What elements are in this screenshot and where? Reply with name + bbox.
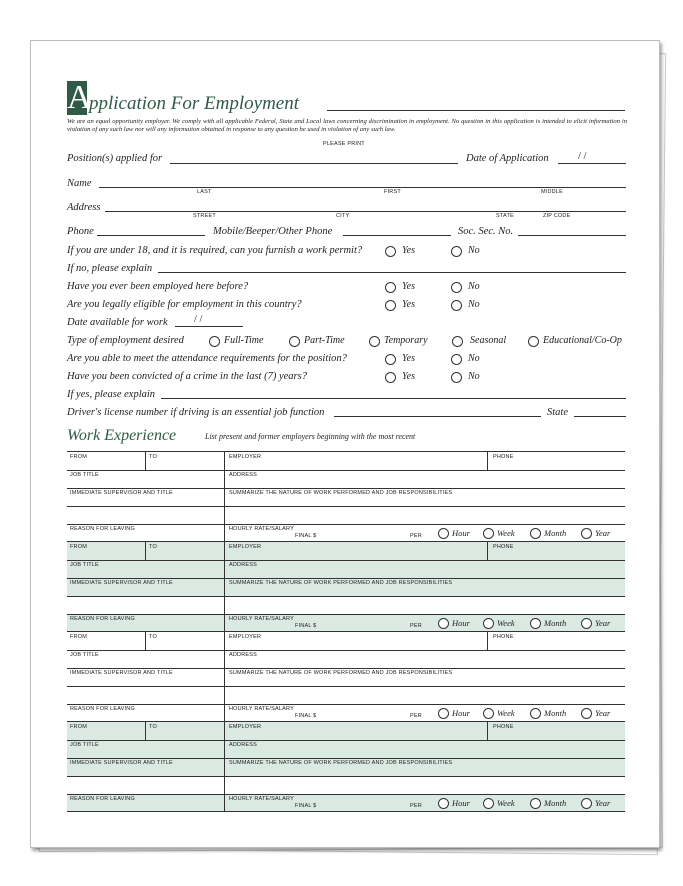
date-of-application-input[interactable]	[558, 163, 626, 164]
per-hour-label: Hour	[452, 528, 470, 538]
phone-label: Phone	[67, 226, 94, 237]
per-month-radio[interactable]	[530, 798, 541, 809]
per-month-radio[interactable]	[530, 708, 541, 719]
attendance-question: Are you able to meet the attendance requirements for the position?	[67, 353, 347, 364]
to-label: TO	[149, 634, 157, 640]
reason-leaving-label: REASON FOR LEAVING	[70, 616, 135, 622]
hourly-rate-label: HOURLY RATE/SALARY	[229, 706, 294, 712]
per-week-label: Week	[497, 528, 515, 538]
convicted-yes-label: Yes	[402, 371, 415, 382]
employed-before-no-label: No	[468, 281, 480, 292]
employed-before-yes-label: Yes	[402, 281, 415, 292]
per-month-label: Month	[544, 528, 567, 538]
col-rule	[487, 452, 488, 470]
shaded-band	[67, 794, 625, 812]
address-state-caption: STATE	[496, 213, 514, 219]
attendance-yes-radio[interactable]	[385, 354, 396, 365]
per-hour-label: Hour	[452, 798, 470, 808]
per-hour-radio[interactable]	[438, 798, 449, 809]
per-label: PER	[410, 803, 422, 809]
employer-address-label: ADDRESS	[229, 472, 257, 478]
col-rule	[487, 542, 488, 560]
row-rule	[67, 758, 625, 759]
supervisor-label: IMMEDIATE SUPERVISOR AND TITLE	[70, 670, 173, 676]
per-month-radio[interactable]	[530, 618, 541, 629]
job-title-label: JOB TITLE	[70, 742, 99, 748]
attendance-no-label: No	[468, 353, 480, 364]
col-rule	[224, 722, 225, 812]
row-rule	[67, 506, 625, 507]
mobile-input[interactable]	[343, 235, 451, 236]
to-label: TO	[149, 544, 157, 550]
employer-label: EMPLOYER	[229, 724, 262, 730]
ssn-label: Soc. Sec. No.	[458, 226, 514, 237]
per-week-radio[interactable]	[483, 528, 494, 539]
employer-block	[67, 721, 625, 812]
date-available-slashes: / /	[194, 314, 203, 325]
row-rule	[67, 776, 625, 777]
per-label: PER	[410, 533, 422, 539]
please-print-label: PLEASE PRINT	[323, 141, 365, 147]
part-time-label: Part-Time	[304, 335, 345, 346]
employer-phone-label: PHONE	[493, 454, 514, 460]
name-first-caption: FIRST	[384, 189, 401, 195]
title-initial: A	[67, 79, 92, 116]
date-available-input[interactable]	[175, 326, 243, 327]
reason-leaving-label: REASON FOR LEAVING	[70, 526, 135, 532]
eligible-no-radio[interactable]	[451, 300, 462, 311]
per-hour-label: Hour	[452, 618, 470, 628]
name-input[interactable]	[99, 187, 626, 188]
summarize-label: SUMMARIZE THE NATURE OF WORK PERFORMED AND JOB RESPONSIBILITIES	[229, 670, 453, 676]
employer-address-label: ADDRESS	[229, 742, 257, 748]
if-yes-input[interactable]	[161, 398, 626, 399]
work-experience-subtitle: List present and former employers beginning with the most recent	[205, 432, 416, 441]
job-title-label: JOB TITLE	[70, 652, 99, 658]
employer-address-label: ADDRESS	[229, 562, 257, 568]
educational-label: Educational/Co-Op	[543, 335, 622, 346]
per-hour-label: Hour	[452, 708, 470, 718]
if-yes-label: If yes, please explain	[67, 389, 156, 400]
summarize-label: SUMMARIZE THE NATURE OF WORK PERFORMED AND JOB RESPONSIBILITIES	[229, 490, 453, 496]
row-rule	[67, 614, 625, 615]
part-time-radio[interactable]	[289, 336, 300, 347]
summarize-label: SUMMARIZE THE NATURE OF WORK PERFORMED AND JOB RESPONSIBILITIES	[229, 760, 453, 766]
shaded-band	[67, 614, 625, 632]
row-rule	[67, 596, 625, 597]
from-label: FROM	[70, 544, 87, 550]
name-middle-caption: MIDDLE	[541, 189, 563, 195]
per-hour-radio[interactable]	[438, 528, 449, 539]
address-city-caption: CITY	[336, 213, 350, 219]
row-rule	[67, 578, 625, 579]
per-week-radio[interactable]	[483, 618, 494, 629]
row-rule	[67, 740, 625, 741]
per-year-label: Year	[595, 708, 611, 718]
summarize-label: SUMMARIZE THE NATURE OF WORK PERFORMED AND JOB RESPONSIBILITIES	[229, 580, 453, 586]
state-label: State	[547, 407, 568, 418]
attendance-yes-label: Yes	[402, 353, 415, 364]
under18-question: If you are under 18, and it is required, can you furnish a work permit?	[67, 245, 363, 256]
drivers-license-input[interactable]	[334, 416, 541, 417]
reason-leaving-label: REASON FOR LEAVING	[70, 706, 135, 712]
per-label: PER	[410, 623, 422, 629]
hourly-rate-label: HOURLY RATE/SALARY	[229, 616, 294, 622]
address-input[interactable]	[105, 211, 626, 212]
educational-radio[interactable]	[528, 336, 539, 347]
row-rule	[67, 704, 625, 705]
to-label: TO	[149, 724, 157, 730]
reason-leaving-label: REASON FOR LEAVING	[70, 796, 135, 802]
phone-input[interactable]	[97, 235, 205, 236]
eligible-yes-radio[interactable]	[385, 300, 396, 311]
if-no-label: If no, please explain	[67, 263, 153, 274]
per-year-radio[interactable]	[581, 798, 592, 809]
final-pay-label: FINAL $	[295, 533, 317, 539]
per-month-label: Month	[544, 798, 567, 808]
temporary-radio[interactable]	[369, 336, 380, 347]
row-rule	[67, 488, 625, 489]
eeo-statement: We are an equal opportunity employer. We comply with all applicable Federal, State and Local laws concerning discrimination in employment. No question in this application is intended to elicit information in violation of any such law nor will any information obtained in response to any question be used in violation of any such law.	[67, 118, 627, 133]
employer-label: EMPLOYER	[229, 634, 262, 640]
if-no-input[interactable]	[158, 272, 626, 273]
per-week-label: Week	[497, 708, 515, 718]
per-year-label: Year	[595, 528, 611, 538]
per-year-label: Year	[595, 798, 611, 808]
per-year-label: Year	[595, 618, 611, 628]
employer-label: EMPLOYER	[229, 454, 262, 460]
eligible-yes-label: Yes	[402, 299, 415, 310]
address-label: Address	[67, 202, 101, 213]
per-month-label: Month	[544, 618, 567, 628]
per-week-label: Week	[497, 618, 515, 628]
employer-phone-label: PHONE	[493, 544, 514, 550]
title-rule	[327, 110, 625, 111]
per-month-label: Month	[544, 708, 567, 718]
hourly-rate-label: HOURLY RATE/SALARY	[229, 526, 294, 532]
employer-block	[67, 631, 625, 722]
under18-yes-label: Yes	[402, 245, 415, 256]
under18-yes-radio[interactable]	[385, 246, 396, 257]
name-label: Name	[67, 178, 92, 189]
job-title-label: JOB TITLE	[70, 472, 99, 478]
date-available-label: Date available for work	[67, 317, 168, 328]
row-rule	[67, 524, 625, 525]
row-rule	[67, 794, 625, 795]
supervisor-label: IMMEDIATE SUPERVISOR AND TITLE	[70, 580, 173, 586]
final-pay-label: FINAL $	[295, 713, 317, 719]
temporary-label: Temporary	[384, 335, 428, 346]
eligible-no-label: No	[468, 299, 480, 310]
employer-address-label: ADDRESS	[229, 652, 257, 658]
supervisor-label: IMMEDIATE SUPERVISOR AND TITLE	[70, 760, 173, 766]
date-of-application-label: Date of Application	[466, 153, 549, 164]
ssn-input[interactable]	[518, 235, 626, 236]
drivers-license-label: Driver's license number if driving is an essential job function	[67, 407, 325, 418]
per-hour-radio[interactable]	[438, 618, 449, 629]
per-week-label: Week	[497, 798, 515, 808]
name-last-caption: LAST	[197, 189, 212, 195]
address-zip-caption: ZIP CODE	[543, 213, 571, 219]
employed-before-yes-radio[interactable]	[385, 282, 396, 293]
employed-before-question: Have you ever been employed here before?	[67, 281, 249, 292]
employer-label: EMPLOYER	[229, 544, 262, 550]
convicted-no-radio[interactable]	[451, 372, 462, 383]
employer-phone-label: PHONE	[493, 724, 514, 730]
per-week-radio[interactable]	[483, 798, 494, 809]
full-time-radio[interactable]	[209, 336, 220, 347]
to-label: TO	[149, 454, 157, 460]
col-rule	[487, 632, 488, 650]
employer-block	[67, 541, 625, 632]
full-time-label: Full-Time	[224, 335, 264, 346]
col-rule	[224, 452, 225, 542]
employer-phone-label: PHONE	[493, 634, 514, 640]
hourly-rate-label: HOURLY RATE/SALARY	[229, 796, 294, 802]
under18-no-label: No	[468, 245, 480, 256]
col-rule	[145, 632, 146, 650]
row-rule	[67, 668, 625, 669]
final-pay-label: FINAL $	[295, 623, 317, 629]
seasonal-radio[interactable]	[452, 336, 463, 347]
col-rule	[224, 542, 225, 632]
per-label: PER	[410, 713, 422, 719]
from-label: FROM	[70, 724, 87, 730]
per-year-radio[interactable]	[581, 528, 592, 539]
type-employment-label: Type of employment desired	[67, 335, 184, 346]
employed-before-no-radio[interactable]	[451, 282, 462, 293]
positions-input[interactable]	[170, 163, 458, 164]
supervisor-label: IMMEDIATE SUPERVISOR AND TITLE	[70, 490, 173, 496]
date-slashes: / /	[578, 151, 587, 162]
state-input[interactable]	[574, 416, 626, 417]
col-rule	[145, 722, 146, 740]
per-hour-radio[interactable]	[438, 708, 449, 719]
page-title: pplication For Employment	[89, 93, 300, 114]
convicted-question: Have you been convicted of a crime in the last (7) years?	[67, 371, 307, 382]
row-rule	[67, 650, 625, 651]
per-year-radio[interactable]	[581, 708, 592, 719]
application-form-page	[30, 40, 660, 848]
mobile-label: Mobile/Beeper/Other Phone	[213, 226, 333, 237]
col-rule	[224, 632, 225, 722]
eligible-question: Are you legally eligible for employment in this country?	[67, 299, 302, 310]
col-rule	[145, 452, 146, 470]
under18-no-radio[interactable]	[451, 246, 462, 257]
employer-block	[67, 451, 625, 542]
table-bottom-rule	[67, 811, 625, 812]
convicted-no-label: No	[468, 371, 480, 382]
row-rule	[67, 470, 625, 471]
col-rule	[487, 722, 488, 740]
positions-label: Position(s) applied for	[67, 153, 163, 164]
per-year-radio[interactable]	[581, 618, 592, 629]
per-month-radio[interactable]	[530, 528, 541, 539]
final-pay-label: FINAL $	[295, 803, 317, 809]
attendance-no-radio[interactable]	[451, 354, 462, 365]
work-experience-title: Work Experience	[67, 427, 177, 444]
per-week-radio[interactable]	[483, 708, 494, 719]
address-street-caption: STREET	[193, 213, 216, 219]
row-rule	[67, 686, 625, 687]
from-label: FROM	[70, 454, 87, 460]
row-rule	[67, 560, 625, 561]
seasonal-label: Seasonal	[470, 335, 507, 346]
job-title-label: JOB TITLE	[70, 562, 99, 568]
col-rule	[145, 542, 146, 560]
convicted-yes-radio[interactable]	[385, 372, 396, 383]
from-label: FROM	[70, 634, 87, 640]
